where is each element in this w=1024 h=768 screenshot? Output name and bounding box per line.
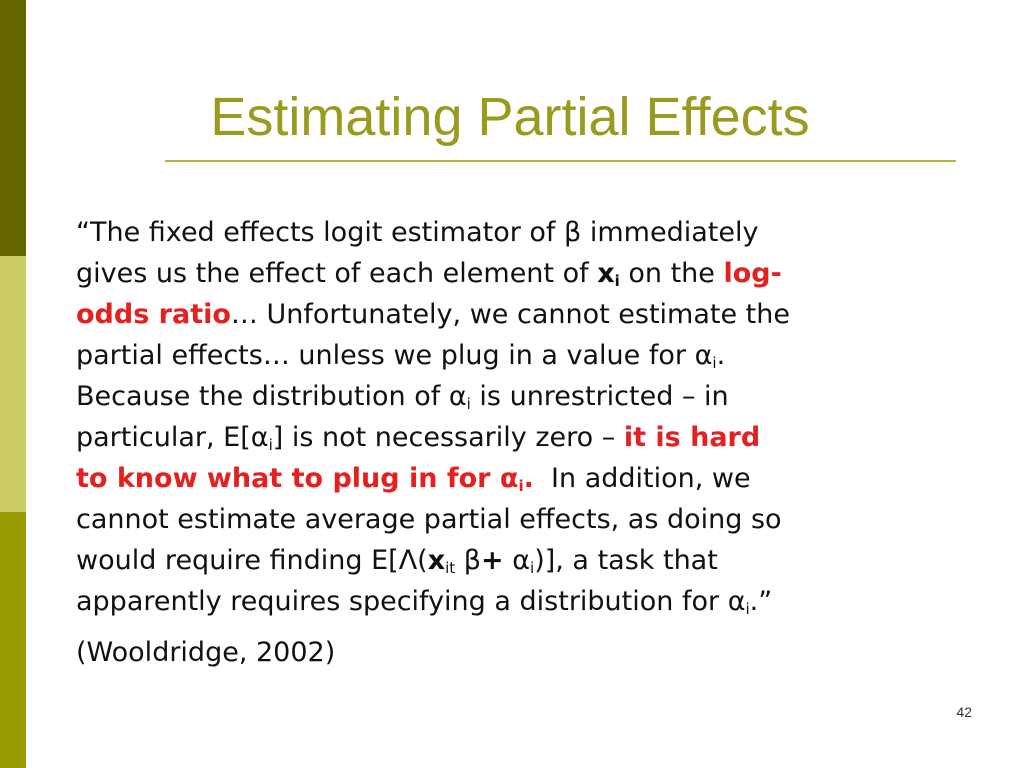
quote-line-2 [76, 253, 991, 294]
quote-text: … Unfortunately, we cannot estimate the [230, 299, 790, 330]
sidebar-band-middle [0, 256, 26, 512]
quote-text: .” [749, 586, 773, 617]
quote-line-7 [76, 458, 991, 499]
quote-text: apparently requires specifying a distribution for [76, 586, 728, 617]
quote-line-5 [76, 376, 991, 417]
quote-line-6 [76, 417, 991, 458]
alpha-symbol: $\alpha_i$ [694, 340, 717, 372]
page-number: 42 [956, 704, 972, 720]
alpha-symbol: $\alpha_i$ [727, 586, 750, 618]
title-underline [165, 160, 956, 162]
quote-text: on the [619, 258, 724, 289]
x-vector-symbol: $x_{it}$ [427, 545, 456, 577]
sidebar-band-top [0, 0, 26, 256]
quote-text: “The fixed effects logit estimator of [76, 217, 565, 248]
quote-text: )], a task that [534, 545, 718, 576]
beta-symbol: β [564, 217, 582, 248]
quote-line-1 [76, 212, 991, 253]
quote-text: particular, E[ [76, 422, 251, 453]
citation: (Wooldridge, 2002) [76, 637, 336, 668]
quote-text: immediately [581, 217, 759, 248]
x-vector-symbol: $x_i$ [597, 258, 620, 290]
quote-text: would require finding E[Λ( [76, 545, 428, 576]
highlight-text: to know what to plug in for $\alpha_i$. [76, 463, 534, 495]
quote-text: is unrestricted – in [470, 381, 729, 412]
alpha-symbol: $\alpha_i$ [250, 422, 273, 454]
alpha-symbol: $\alpha_i$ [448, 381, 471, 413]
quote-text: cannot estimate average partial effects, as doing so [76, 504, 782, 535]
highlight-text: log- [723, 258, 782, 289]
highlight-text: odds ratio [76, 299, 231, 330]
quote-line-9 [76, 540, 991, 581]
quote-text: ] is not necessarily zero – [272, 422, 624, 453]
alpha-symbol: $\alpha_i$ [503, 545, 535, 577]
quote-line-10 [76, 581, 991, 622]
quote-text: gives us the effect of each element of [76, 258, 598, 289]
sidebar-band-bottom [0, 512, 26, 768]
highlight-text: it is hard [623, 422, 761, 453]
plus-symbol: + [481, 545, 504, 576]
quote-line-4 [76, 335, 991, 376]
quote-text: In addition, we [533, 463, 751, 494]
quote-text: partial effects… unless we plug in a value for [76, 340, 695, 371]
quote-line-8 [76, 499, 991, 540]
quote-line-3 [76, 294, 991, 335]
beta-symbol: β [455, 545, 482, 576]
slide-title: Estimating Partial Effects [210, 87, 810, 147]
quote-text: Because the distribution of [76, 381, 449, 412]
quote-paragraph [76, 212, 991, 622]
quote-text: . [716, 340, 726, 371]
